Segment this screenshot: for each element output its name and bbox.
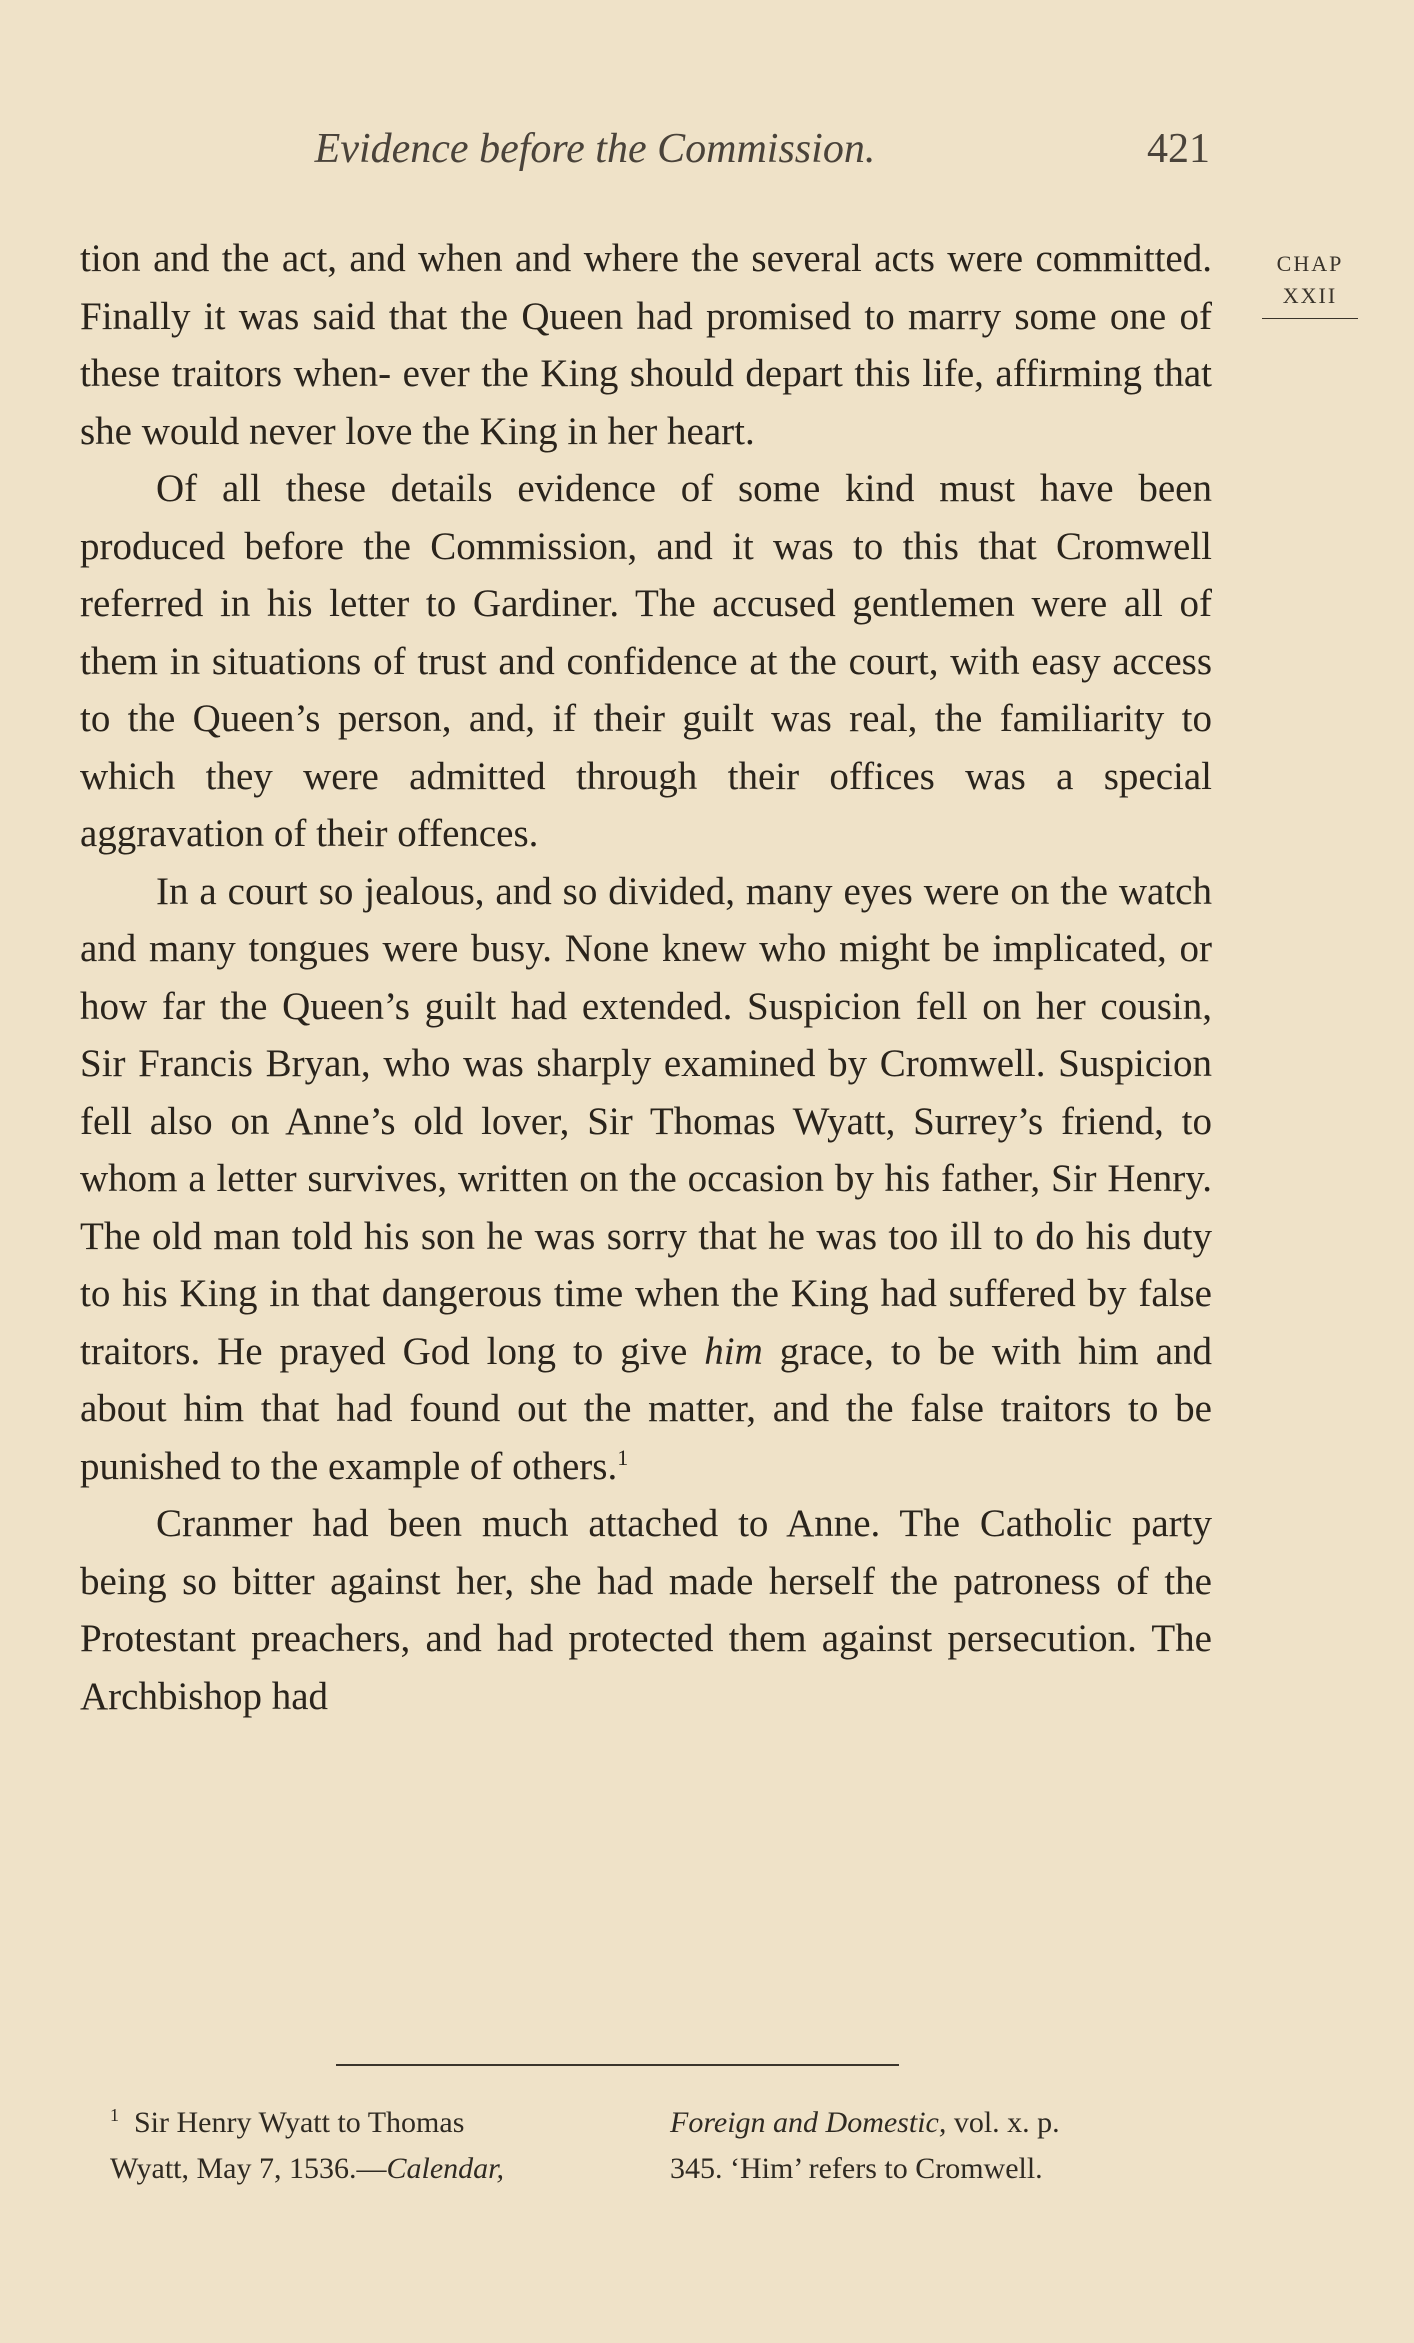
footnote-italic-1: Calendar, <box>386 2152 505 2185</box>
paragraph-3-emphasis: him <box>704 1329 763 1373</box>
footnote-marker: 1 <box>110 2105 119 2125</box>
paragraph-3-text-a: In a court so jealous, and so divided, many eyes were on the watch and many tongues were busy. None knew who might be implicated, or how far the Queen’s guilt had extended. Suspicion fell on her cousin, Sir Francis Bryan, who was sharply examined by Cromwell. Suspicion fell also on Anne’s old lover, Sir Thomas Wyatt, Surrey’s friend, to whom a letter survives, written on the occasion by his father, Sir Henry. The old man told his son he was sorry that he was too ill to do his duty to his King in that dangerous time when the King had suffered by false traitors. He prayed God long to give <box>80 869 1212 1373</box>
footnote-line-3 <box>670 2100 1215 2146</box>
footnote-italic-2: Foreign and Domestic, <box>670 2106 947 2139</box>
page-header <box>80 125 1210 185</box>
body-text <box>80 230 1212 1725</box>
chapter-margin-note <box>1262 248 1358 319</box>
footnote-divider <box>336 2064 899 2066</box>
footnote-line-1 <box>110 2100 670 2146</box>
footnote-line-4: 345. ‘Him’ refers to Cromwell. <box>670 2152 1043 2185</box>
chapter-number: XXII <box>1282 283 1338 308</box>
margin-rule <box>1262 318 1358 319</box>
running-title: Evidence before the Commission. <box>314 126 876 172</box>
paragraph-3 <box>80 863 1212 1496</box>
footnote-left-column <box>110 2100 670 2192</box>
paragraph-2: Of all these details evidence of some kind must have been produced before the Commission, and it was to this that Cromwell referred in his letter to Gardiner. The accused gentlemen were all of them in situations of trust and confidence at the court, with easy access to the Queen’s person, and, if their guilt was real, the familiarity to which they were admitted through their offices was a special aggravation of their offences. <box>80 467 1212 855</box>
footnote-line-2 <box>110 2146 670 2192</box>
footnote-reference[interactable]: 1 <box>617 1444 629 1470</box>
chapter-label: CHAP <box>1276 251 1344 276</box>
footnote-right-column <box>670 2100 1215 2192</box>
paragraph-3-text-b: grace, to be with him and about him that had found out the matter, and the false traitors to be punished to the example of others. <box>80 1329 1213 1488</box>
footnote-text-1: Sir Henry Wyatt to Thomas <box>134 2106 465 2139</box>
paragraph-1: tion and the act, and when and where the several acts were committed. Finally it was said that the Queen had promised to marry some one of these traitors when- ever the King should depart this life, affirming that she would never love the King in her heart. <box>80 237 1212 453</box>
page-number: 421 <box>1147 126 1210 172</box>
footnote-text-3: vol. x. p. <box>953 2106 1060 2139</box>
footnote-text-2: Wyatt, May 7, 1536.— <box>110 2152 387 2185</box>
paragraph-4: Cranmer had been much attached to Anne. The Catholic party being so bitter against her, she had made herself the patroness of the Protestant preachers, and had protected them against persecution. The Archbishop had <box>80 1502 1212 1718</box>
